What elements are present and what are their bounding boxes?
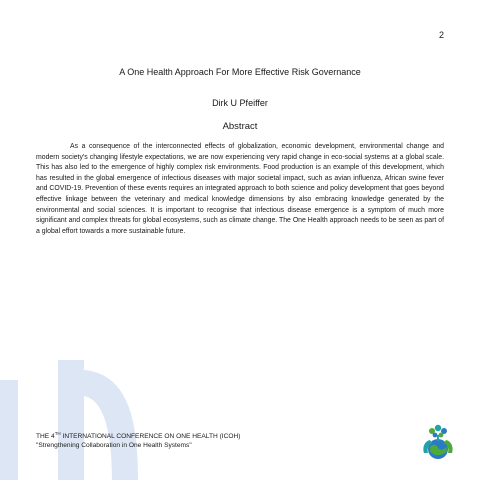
logo-trunk [437, 435, 439, 441]
logo-leaf-2 [435, 425, 441, 431]
conference-name: THE 4TH INTERNATIONAL CONFERENCE ON ONE HEALTH (ICOH) [36, 430, 241, 440]
logo-leaf-4 [433, 433, 438, 438]
conference-footer [36, 432, 240, 450]
conference-theme: "Strengthening Collaboration in One Health Systems" [36, 442, 192, 449]
watermark-stem [58, 360, 84, 480]
watermark-bowl [84, 370, 138, 480]
one-health-logo [420, 423, 456, 461]
watermark-bar [0, 380, 18, 480]
paper-title: A One Health Approach For More Effective Risk Governance [119, 67, 361, 77]
author-name: Dirk U Pfeiffer [212, 98, 268, 108]
logo-leaf-5 [439, 433, 444, 438]
abstract-heading: Abstract [222, 121, 258, 132]
background-watermark-graphic [0, 360, 140, 480]
abstract-body: As a consequence of the interconnected effects of globalization, economic development, environmental change and modern society's changing lifestyle expectations, we are now experiencing very rapid change in eco-social systems at a global scale. This has also led to the emergence of highly complex risk environments. Food production is an example of this development, which has resulted in the global emergence of infectious diseases with major societal impact, such as avian influenza, African swine fever and COVID-19. Prevention of these events requires an integrated approach to both science and policy development that goes beyond effective linkage between the veterinary and medical knowledge dimensions by also embracing knowledge generated by the environmental and social sciences. It is important to recognise that infectious disease emergence is a symptom of much more significant and complex threats for global ecosystems, such as climate change. The One Health approach needs to be seen as part of a global effort towards a more sustainable future. [36, 143, 444, 235]
page-number: 2 [438, 30, 444, 40]
